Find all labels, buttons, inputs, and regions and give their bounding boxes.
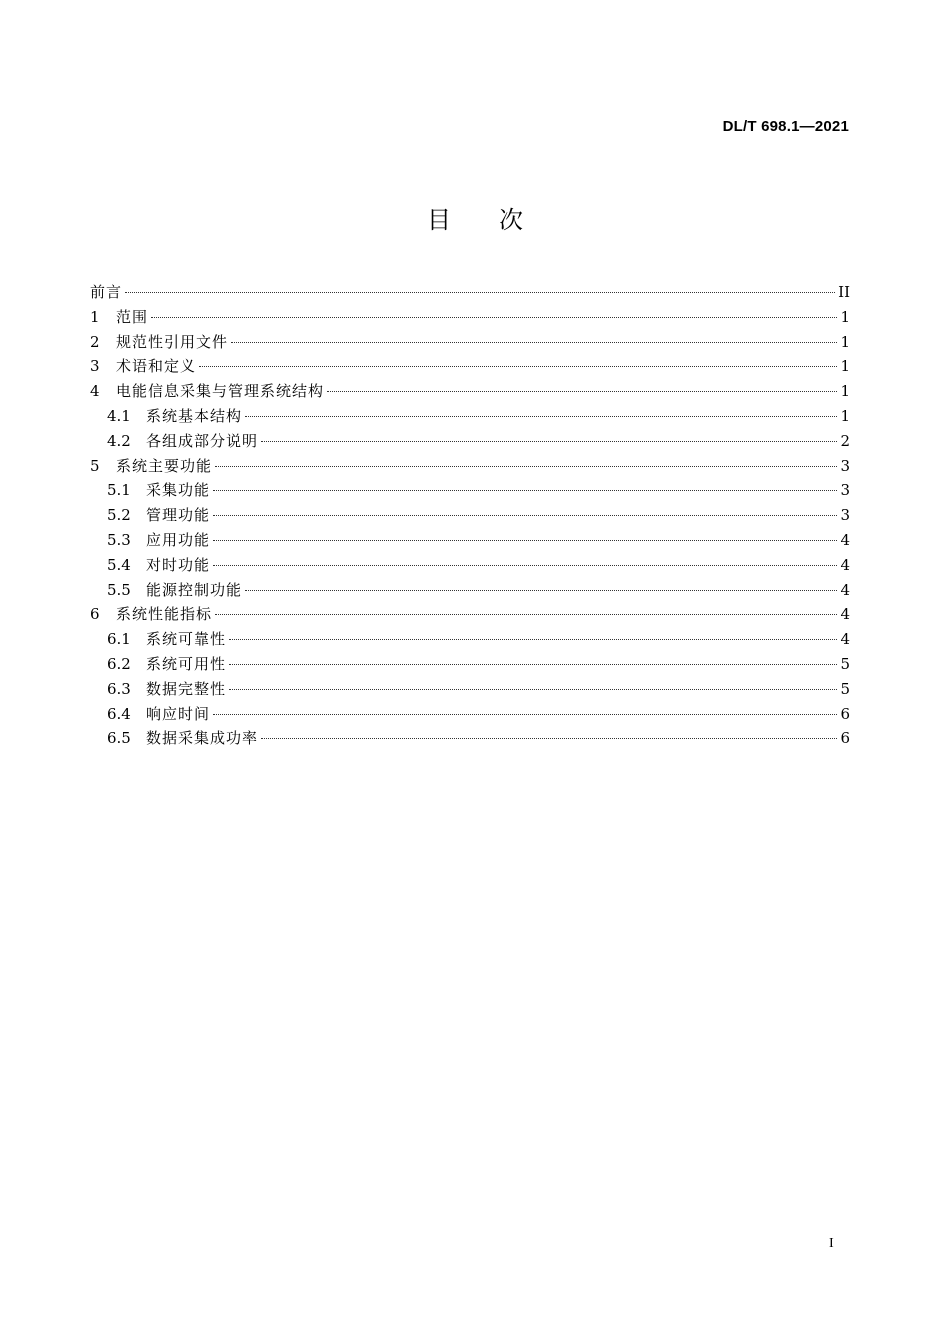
toc-entry-page: 3 bbox=[840, 481, 850, 500]
toc-entry-page: 3 bbox=[840, 506, 850, 525]
toc-entry-label: 规范性引用文件 bbox=[116, 332, 229, 351]
toc-dot-leader bbox=[125, 292, 835, 293]
toc-dot-leader bbox=[229, 664, 837, 665]
toc-entry[interactable] bbox=[90, 602, 850, 627]
toc-entry-number: 5 bbox=[90, 456, 100, 475]
toc-entry-number: 5.3 bbox=[107, 530, 131, 549]
toc-entry[interactable] bbox=[90, 652, 850, 677]
toc-entry-page: 5 bbox=[840, 679, 850, 698]
toc-entry-label: 对时功能 bbox=[146, 555, 211, 574]
toc-entry-label: 各组成部分说明 bbox=[146, 431, 259, 450]
toc-dot-leader bbox=[231, 342, 837, 343]
toc-entry-number: 5.2 bbox=[107, 506, 131, 525]
toc-entry-page: 4 bbox=[840, 630, 850, 649]
toc-dot-leader bbox=[215, 466, 837, 467]
toc-entry-page: 4 bbox=[840, 580, 850, 599]
toc-entry-number: 6.5 bbox=[107, 729, 131, 748]
toc-entry-page: 2 bbox=[840, 431, 850, 450]
toc-dot-leader bbox=[245, 590, 837, 591]
toc-title-char-1: 目 bbox=[427, 206, 451, 234]
toc-entry[interactable] bbox=[90, 429, 850, 454]
toc-entry-number: 6.2 bbox=[107, 654, 131, 673]
toc-entry-label: 采集功能 bbox=[146, 481, 211, 500]
toc-title-char-2: 次 bbox=[499, 206, 523, 234]
toc-entry-label: 系统基本结构 bbox=[146, 406, 243, 425]
toc-entry[interactable] bbox=[90, 354, 850, 379]
toc-dot-leader bbox=[213, 714, 837, 715]
toc-entry-label: 范围 bbox=[116, 307, 149, 326]
toc-entry-label: 应用功能 bbox=[146, 530, 211, 549]
toc-entry-page: 1 bbox=[840, 332, 850, 351]
toc-entry-page: II bbox=[838, 283, 850, 301]
toc-entry[interactable] bbox=[90, 404, 850, 429]
toc-entry-page: 6 bbox=[840, 704, 850, 723]
toc-entry-number: 6.1 bbox=[107, 630, 131, 649]
toc-entry-page: 6 bbox=[840, 729, 850, 748]
toc-dot-leader bbox=[327, 391, 837, 392]
toc-dot-leader bbox=[261, 441, 837, 442]
toc-entry-label: 管理功能 bbox=[146, 506, 211, 525]
toc-entry[interactable] bbox=[90, 379, 850, 404]
toc-entry[interactable] bbox=[90, 305, 850, 330]
toc-entry[interactable] bbox=[90, 627, 850, 652]
toc-entry-page: 3 bbox=[840, 456, 850, 475]
table-of-contents bbox=[90, 280, 850, 751]
toc-entry-page: 1 bbox=[840, 307, 850, 326]
toc-entry-label: 术语和定义 bbox=[116, 357, 197, 376]
toc-entry-label: 系统性能指标 bbox=[116, 605, 213, 624]
toc-dot-leader bbox=[213, 490, 837, 491]
toc-entry-label: 数据采集成功率 bbox=[146, 729, 259, 748]
toc-dot-leader bbox=[213, 515, 837, 516]
toc-entry-number: 5.5 bbox=[107, 580, 131, 599]
toc-dot-leader bbox=[215, 614, 837, 615]
toc-entry-number: 6 bbox=[90, 605, 100, 624]
toc-entry-label: 系统可靠性 bbox=[146, 630, 227, 649]
toc-entry-label: 能源控制功能 bbox=[146, 580, 243, 599]
toc-entry[interactable] bbox=[90, 330, 850, 355]
toc-title bbox=[0, 200, 950, 235]
toc-entry-number: 6.4 bbox=[107, 704, 131, 723]
toc-entry[interactable] bbox=[90, 702, 850, 727]
toc-entry-number: 4 bbox=[90, 382, 100, 401]
toc-dot-leader bbox=[245, 416, 837, 417]
toc-entry-number: 4.2 bbox=[107, 431, 131, 450]
toc-entry-number: 5.1 bbox=[107, 481, 131, 500]
toc-entry-page: 1 bbox=[840, 406, 850, 425]
toc-entry-label: 系统主要功能 bbox=[116, 456, 213, 475]
toc-entry-page: 1 bbox=[840, 382, 850, 401]
toc-dot-leader bbox=[213, 565, 837, 566]
toc-entry-page: 4 bbox=[840, 605, 850, 624]
toc-entry-page: 1 bbox=[840, 357, 850, 376]
toc-entry-label: 数据完整性 bbox=[146, 679, 227, 698]
toc-entry-number: 2 bbox=[90, 332, 100, 351]
toc-entry-number: 3 bbox=[90, 357, 100, 376]
toc-entry-label: 前言 bbox=[90, 283, 123, 301]
toc-entry[interactable] bbox=[90, 478, 850, 503]
toc-entry-page: 5 bbox=[840, 654, 850, 673]
toc-dot-leader bbox=[213, 540, 837, 541]
toc-entry[interactable] bbox=[90, 503, 850, 528]
toc-entry[interactable] bbox=[90, 677, 850, 702]
toc-entry[interactable] bbox=[90, 726, 850, 751]
toc-dot-leader bbox=[229, 639, 837, 640]
toc-entry-label: 电能信息采集与管理系统结构 bbox=[116, 382, 325, 401]
toc-entry[interactable] bbox=[90, 553, 850, 578]
toc-dot-leader bbox=[229, 689, 837, 690]
toc-entry-number: 6.3 bbox=[107, 679, 131, 698]
toc-entry[interactable] bbox=[90, 528, 850, 553]
standard-code: DL/T 698.1—2021 bbox=[722, 118, 849, 135]
toc-entry[interactable] bbox=[90, 280, 850, 305]
toc-entry-number: 1 bbox=[90, 307, 100, 326]
toc-entry-page: 4 bbox=[840, 530, 850, 549]
toc-dot-leader bbox=[151, 317, 837, 318]
toc-entry-label: 响应时间 bbox=[146, 704, 211, 723]
toc-dot-leader bbox=[261, 738, 837, 739]
toc-entry[interactable] bbox=[90, 578, 850, 603]
toc-entry-label: 系统可用性 bbox=[146, 654, 227, 673]
page-number: I bbox=[829, 1236, 834, 1251]
toc-entry-number: 5.4 bbox=[107, 555, 131, 574]
toc-entry-page: 4 bbox=[840, 555, 850, 574]
toc-entry[interactable] bbox=[90, 454, 850, 479]
toc-dot-leader bbox=[199, 366, 837, 367]
toc-entry-number: 4.1 bbox=[107, 406, 131, 425]
